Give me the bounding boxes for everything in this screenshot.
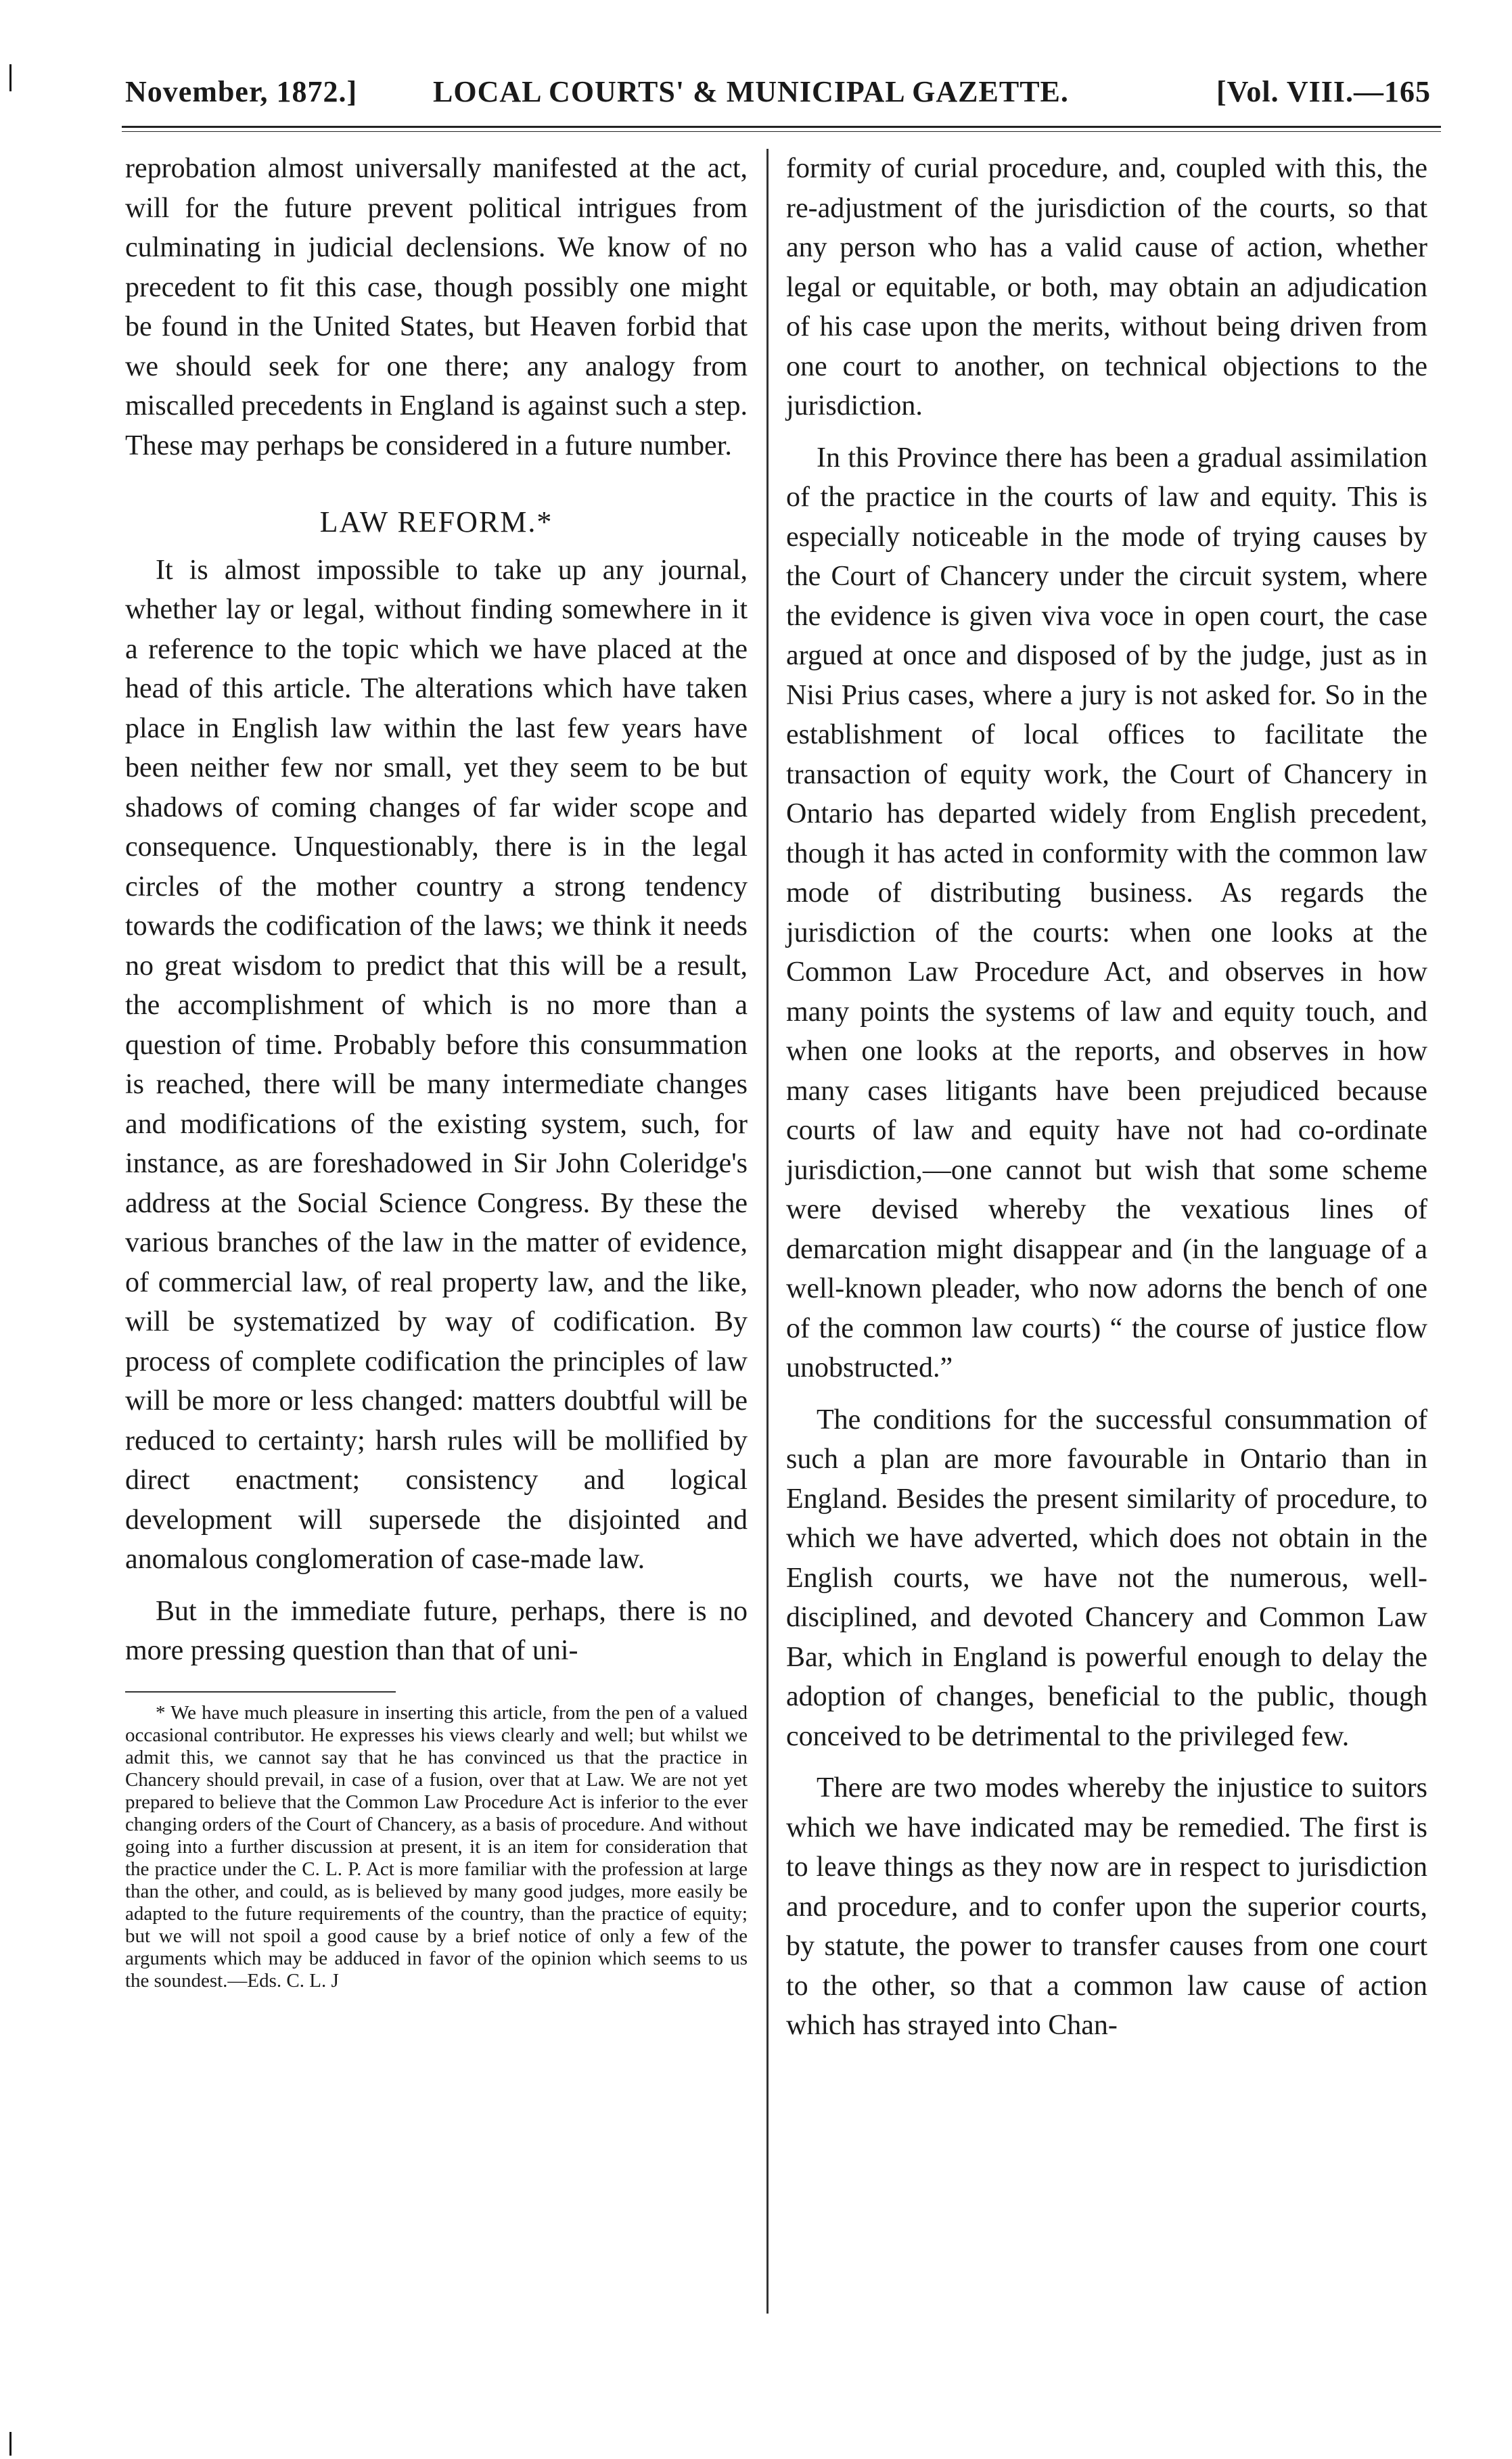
left-column <box>125 149 748 2004</box>
section-heading: LAW REFORM.* <box>319 505 553 538</box>
column-divider <box>766 149 769 2314</box>
right-paragraph-3: The conditions for the successful consummation of such a plan are more favourable in Ontario than in England. Besides the present similarity of procedure, to which we have adverted, which does not obtain in the English courts, we have not the numerous, well-disciplined, and devoted Chancery and Common Law Bar, which in England is powerful enough to delay the adoption of changes, beneficial to the public, though conceived to be detrimental to the privileged few. <box>786 1404 1427 1752</box>
header-journal-title: LOCAL COURTS' & MUNICIPAL GAZETTE. <box>433 75 1069 108</box>
header-date: November, 1872.] <box>125 75 358 108</box>
header-volume-page: [Vol. VIII.—165 <box>1216 75 1431 108</box>
right-paragraph-4: There are two modes whereby the injustice to suitors which we have indicated may be remedied. The first is to leave things as they now are in respect to jurisdiction and procedure, and to confer upon the superior courts, by statute, the power to transfer causes from one court to the other, so that a common law cause of action which has strayed into Chan- <box>786 1772 1427 2041</box>
right-paragraph-2: In this Province there has been a gradual assimilation of the practice in the courts of law and equity. This is especially noticeable in the mode of trying causes by the Court of Chancery under the circuit system, where the evidence is given viva voce in open court, the case argued at once and disposed of by the judge, just as in Nisi Prius cases, where a jury is not asked for. So in the establishment of local offices to facilitate the transaction of equity work, the Court of Chancery in Ontario has departed widely from English precedent, though it has acted in conformity with the common law mode of distributing business. As regards the jurisdiction of the courts: when one looks at the Common Law Procedure Act, and observes in how many points the systems of law and equity touch, and when one looks at the reports, and observes in how many cases litigants have been prejudiced because courts of law and equity have not had co-ordinate jurisdiction,—one cannot but wish that some scheme were devised whereby the vexatious lines of demarcation might disappear and (in the language of a well-known pleader, who now adorns the bench of one of the common law courts) “ the course of justice flow unobstructed.” <box>786 442 1427 1383</box>
footnote: * We have much pleasure in inserting this article, from the pen of a valued occasional contributor. He expresses his views clearly and well; but whilst we admit this, we cannot say that he has convinced us that the practice in Chancery should prevail, in case of a fusion, over that at Law. We are not yet prepared to believe that the Common Law Procedure Act is inferior to the ever changing orders of the Court of Chancery, as a basis of procedure. And without going into a further discussion at present, it is an item for consideration that the practice under the C. L. P. Act is more familiar with the profession at large than the other, and could, as is believed by many good judges, more easily be adapted to the future requirements of the country, than the practice of equity; but we will not spoil a good cause by a brief notice of only a few of the arguments which may be adduced in favor of the opinion which seems to us the soundest.—Eds. C. L. J <box>125 1701 748 1992</box>
left-paragraph-2: It is almost impossible to take up any journal, whether lay or legal, without finding somewhere in it a reference to the topic which we have placed at the head of this article. The alterations which have taken place in English law within the last few years have been neither few nor small, yet they seem to be but shadows of coming changes of far wider scope and consequence. Unquestionably, there is in the legal circles of the mother country a strong tendency towards the codification of the laws; we think it needs no great wisdom to predict that this will be a result, the accomplishment of which is no more than a question of time. Probably before this consummation is reached, there will be many intermediate changes and modifications of the existing system, such, for instance, as are foreshadowed in Sir John Coleridge's address at the Social Science Congress. By these the various branches of the law in the matter of evidence, of commercial law, of real property law, and the like, will be systematized by way of codification. By process of complete codification the principles of law will be more or less changed: matters doubtful will be reduced to certainty; harsh rules will be mollified by direct enactment; consistency and logical development will supersede the disjointed and anomalous conglomeration of case-made law. <box>125 554 748 1575</box>
right-paragraph-1: formity of curial procedure, and, coupled with this, the re-adjustment of the jurisdiction of the courts, so that any person who has a valid cause of action, whether legal or equitable, or both, may obtain an adjudication of his case upon the merits, without being driven from one court to another, on technical objections to the jurisdiction. <box>786 153 1427 421</box>
left-paragraph-1: reprobation almost universally manifested at the act, will for the future prevent political intrigues from culminating in judicial declensions. We know of no precedent to fit this case, though possibly one might be found in the United States, but Heaven forbid that we should seek for one there; any analogy from miscalled precedents in England is against such a step. These may perhaps be considered in a future number. <box>125 153 748 461</box>
margin-mark-bottom <box>9 2432 12 2456</box>
left-paragraph-3: But in the immediate future, perhaps, there is no more pressing question than that of uni- <box>125 1595 748 1666</box>
footnote-rule <box>125 1691 396 1693</box>
running-header <box>125 68 1431 122</box>
header-rule <box>122 126 1441 128</box>
header-rule-thin <box>122 131 1441 132</box>
margin-mark-top <box>9 64 12 91</box>
right-column <box>786 149 1427 2058</box>
